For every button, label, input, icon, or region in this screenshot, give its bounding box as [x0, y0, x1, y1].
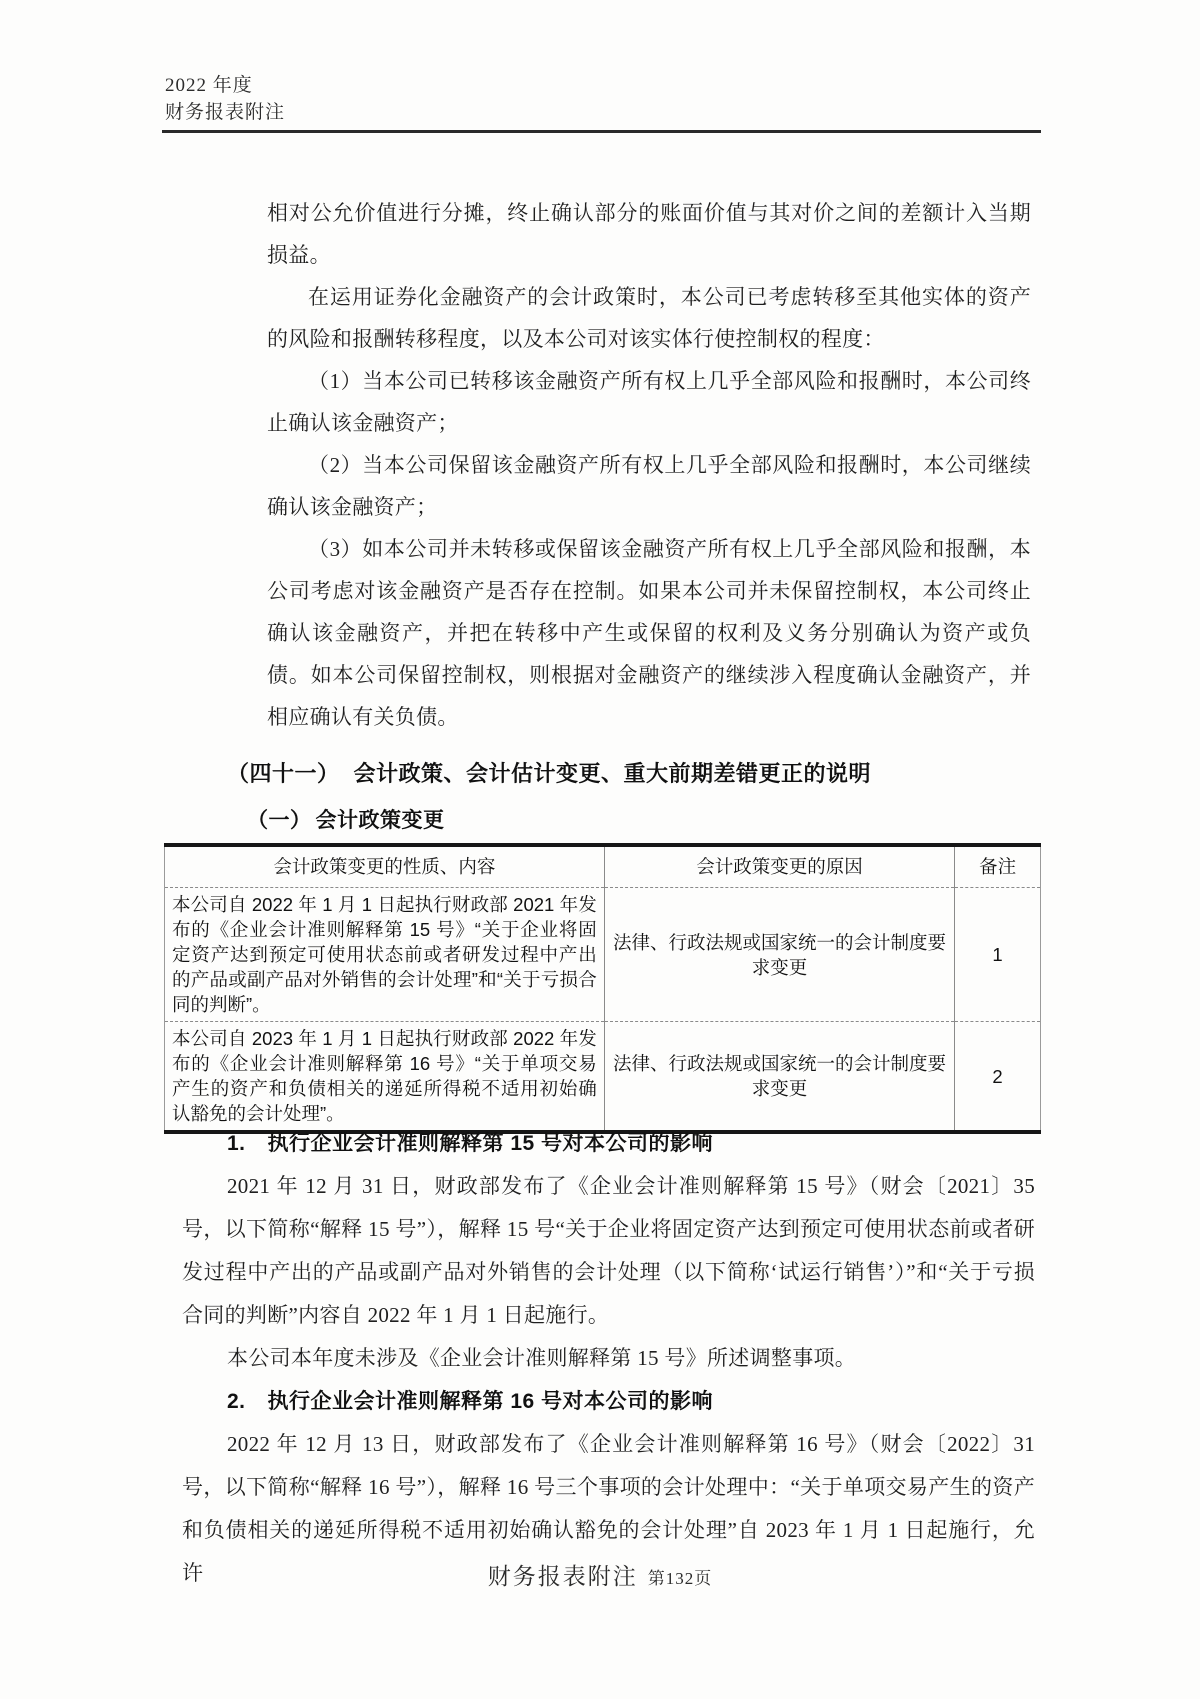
item-1-title: 执行企业会计准则解释第 15 号对本公司的影响: [267, 1132, 714, 1155]
paragraph: 2022 年 12 月 13 日，财政部发布了《企业会计准则解释第 16 号》（财会〔2022〕31 号，以下简称“解释 16 号”），解释 16 号三个事项的会计处理中：“关于单项交易产生的资产和负债相关的递延所得税不适用初始确认豁免的会计处理”自 2023 年 1 月 1 日起施行，允许: [182, 1432, 1035, 1585]
subsection-1-title: 会计政策变更: [315, 809, 445, 832]
section-41-title: 会计政策、会计估计变更、重大前期差错更正的说明: [353, 761, 872, 786]
section-41-number: （四十一）: [227, 761, 340, 786]
page-footer: [0, 1558, 1200, 1591]
footer-doc-title: 财务报表附注: [487, 1564, 638, 1589]
table-row: [165, 888, 1041, 1022]
policy-change-table: [164, 843, 1041, 1134]
header-rule: [162, 130, 1041, 133]
section-41-heading: [227, 757, 871, 788]
subsection-1-heading: [247, 804, 445, 834]
subsection-1-number: （一）: [247, 809, 312, 832]
cell-note: 2: [955, 1022, 1041, 1133]
item-2-number: 2.: [227, 1390, 246, 1413]
cell-note: 1: [955, 888, 1041, 1022]
table-row: [165, 1022, 1041, 1133]
paragraph: 本公司本年度未涉及《企业会计准则解释第 15 号》所述调整事项。: [227, 1346, 857, 1370]
cell-reason: 法律、行政法规或国家统一的会计制度要求变更: [604, 1022, 954, 1133]
paragraph-item-1: （1）当本公司已转移该金融资产所有权上几乎全部风险和报酬时，本公司终止确认该金融资产；: [267, 369, 1031, 435]
continuation-block: [267, 192, 1031, 738]
items-block: [182, 1122, 1035, 1595]
page-header: [165, 72, 285, 126]
cell-nature: 本公司自 2023 年 1 月 1 日起执行财政部 2022 年发布的《企业会计准则解释第 16 号》“关于单项交易产生的资产和负债相关的递延所得税不适用初始确认豁免的会计处理”。: [165, 1022, 605, 1133]
item-2-heading: [227, 1380, 1035, 1423]
item-1-heading: [227, 1122, 1035, 1165]
cell-nature: 本公司自 2022 年 1 月 1 日起执行财政部 2021 年发布的《企业会计准则解释第 15 号》“关于企业将固定资产达到预定可使用状态前或者研发过程中产出的产品或副产品对外销售的会计处理”和“关于亏损合同的判断”。: [165, 888, 605, 1022]
item-1-number: 1.: [227, 1132, 246, 1155]
paragraph: 相对公允价值进行分摊，终止确认部分的账面价值与其对价之间的差额计入当期损益。: [267, 201, 1031, 267]
header-doc-title: 财务报表附注: [165, 102, 286, 123]
paragraph: 2021 年 12 月 31 日，财政部发布了《企业会计准则解释第 15 号》（财会〔2021〕35 号，以下简称“解释 15 号”），解释 15 号“关于企业将固定资产达到预定可使用状态前或者研发过程中产出的产品或副产品对外销售的会计处理（以下简称‘试运行销售’）”和“关于亏损合同的判断”内容自 2022 年 1 月 1 日起施行。: [182, 1174, 1035, 1327]
paragraph-item-2: （2）当本公司保留该金融资产所有权上几乎全部风险和报酬时，本公司继续确认该金融资产；: [267, 453, 1031, 519]
column-header-note: 备注: [955, 845, 1041, 888]
column-header-reason: 会计政策变更的原因: [604, 845, 954, 888]
paragraph-item-3: （3）如本公司并未转移或保留该金融资产所有权上几乎全部风险和报酬，本公司考虑对该金融资产是否存在控制。如果本公司并未保留控制权，本公司终止确认该金融资产，并把在转移中产生或保留的权利及义务分别确认为资产或负债。如本公司保留控制权，则根据对金融资产的继续涉入程度确认金融资产，并相应确认有关负债。: [267, 537, 1031, 729]
header-year: 2022 年度: [165, 75, 253, 96]
cell-reason: 法律、行政法规或国家统一的会计制度要求变更: [604, 888, 954, 1022]
footer-page-number: 第132页: [647, 1569, 713, 1588]
table-header-row: [165, 845, 1041, 888]
item-2-title: 执行企业会计准则解释第 16 号对本公司的影响: [267, 1390, 714, 1413]
paragraph: 在运用证券化金融资产的会计政策时，本公司已考虑转移至其他实体的资产的风险和报酬转移程度，以及本公司对该实体行使控制权的程度：: [267, 285, 1031, 351]
column-header-nature: 会计政策变更的性质、内容: [165, 845, 605, 888]
